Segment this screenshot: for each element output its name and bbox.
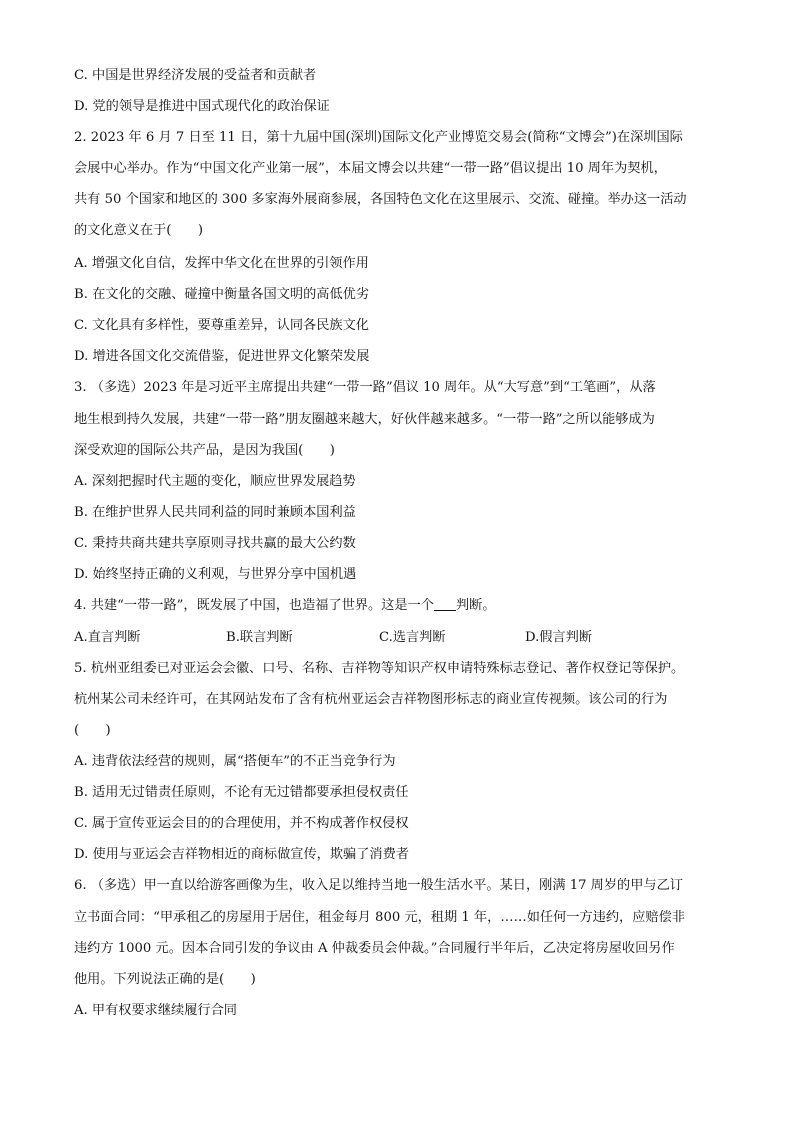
- q5-option-b: B. 适用无过错责任原则，不论有无过错都要承担侵权责任: [74, 785, 409, 800]
- q4-stem-suffix: 判断。: [455, 598, 496, 613]
- q4-option-b: B.联言判断: [226, 630, 293, 645]
- q4-option-c: C.选言判断: [379, 630, 446, 645]
- q3-stem-line-1: 3. （多选）2023 年是习近平主席提出共建“一带一路”倡议 10 周年。从“大写意”到“工笔画”，从落: [74, 380, 656, 395]
- q5-option-c: C. 属于宣传亚运会目的的合理使用，并不构成著作权侵权: [74, 816, 409, 831]
- q5-stem-line-1: 5. 杭州亚组委已对亚运会会徽、口号、名称、吉祥物等知识产权申请特殊标志登记、著作权登记等保护。: [74, 661, 685, 676]
- q2-option-a: A. 增强文化自信，发挥中华文化在世界的引领作用: [74, 256, 369, 271]
- q2-option-b: B. 在文化的交融、碰撞中衡量各国文明的高低优劣: [74, 287, 370, 302]
- q2-stem-line-2: 会展中心举办。作为“中国文化产业第一展”，本届文博会以共建“一带一路”倡议提出 10 周年为契机，: [74, 161, 667, 176]
- q5-option-d: D. 使用与亚运会吉祥物相近的商标做宣传，欺骗了消费者: [74, 847, 409, 862]
- q3-stem-line-3: 深受欢迎的国际公共产品，是因为我国( ): [74, 443, 335, 458]
- q3-option-c: C. 秉持共商共建共享原则寻找共赢的最大公约数: [74, 536, 356, 551]
- q5-option-a: A. 违背依法经营的规则，属“搭便车”的不正当竞争行为: [74, 754, 396, 769]
- q4-stem: [74, 597, 724, 615]
- q6-stem-line-3: 违约方 1000 元。因本合同引发的争议由 A 仲裁委员会仲裁。”合同履行半年后，乙决定将房屋收回另作: [74, 941, 675, 956]
- q1-option-c: C. 中国是世界经济发展的受益者和贡献者: [74, 68, 317, 83]
- answer-blank: [434, 597, 456, 611]
- q5-stem-line-3: ( ): [74, 723, 111, 738]
- q6-stem-line-2: 立书面合同：“甲承租乙的房屋用于居住，租金每月 800 元，租期 1 年，……如任何一方违约，应赔偿非: [74, 910, 685, 925]
- q2-option-c: C. 文化具有多样性，要尊重差异，认同各民族文化: [74, 318, 369, 333]
- q6-stem-line-1: 6. （多选）甲一直以给游客画像为生，收入足以维持当地一般生活水平。某日，刚满 17 周岁的甲与乙订: [74, 878, 683, 893]
- q2-stem-line-4: 的文化意义在于( ): [74, 223, 203, 238]
- q6-option-a: A. 甲有权要求继续履行合同: [74, 1003, 237, 1018]
- q4-stem-text: 4. 共建“一带一路”，既发展了中国，也造福了世界。这是一个: [74, 598, 434, 613]
- q3-stem-line-2: 地生根到持久发展，共建“一带一路”朋友圈越来越大，好伙伴越来越多。“一带一路”之所以能够成为: [74, 412, 655, 427]
- q2-stem-line-1: 2. 2023 年 6 月 7 日至 11 日，第十九届中国(深圳)国际文化产业博览交易会(简称“文博会”)在深圳国际: [74, 130, 683, 145]
- q6-stem-line-4: 他用。下列说法正确的是( ): [74, 972, 256, 987]
- q3-option-b: B. 在维护世界人民共同利益的同时兼顾本国利益: [74, 505, 356, 520]
- q4-option-a: A.直言判断: [74, 630, 141, 645]
- q5-stem-line-2: 杭州某公司未经许可，在其网站发布了含有杭州亚运会吉祥物图形标志的商业宣传视频。该公司的行为: [74, 692, 668, 707]
- q3-option-d: D. 始终坚持正确的义利观，与世界分享中国机遇: [74, 567, 357, 582]
- q2-stem-line-3: 共有 50 个国家和地区的 300 多家海外展商参展，各国特色文化在这里展示、交流、碰撞。举办这一活动: [74, 192, 687, 207]
- q4-options: [74, 629, 724, 647]
- q1-option-d: D. 党的领导是推进中国式现代化的政治保证: [74, 99, 330, 114]
- q4-option-d: D.假言判断: [525, 630, 593, 645]
- q2-option-d: D. 增进各国文化交流借鉴，促进世界文化繁荣发展: [74, 349, 370, 364]
- q3-option-a: A. 深刻把握时代主题的变化，顺应世界发展趋势: [74, 474, 356, 489]
